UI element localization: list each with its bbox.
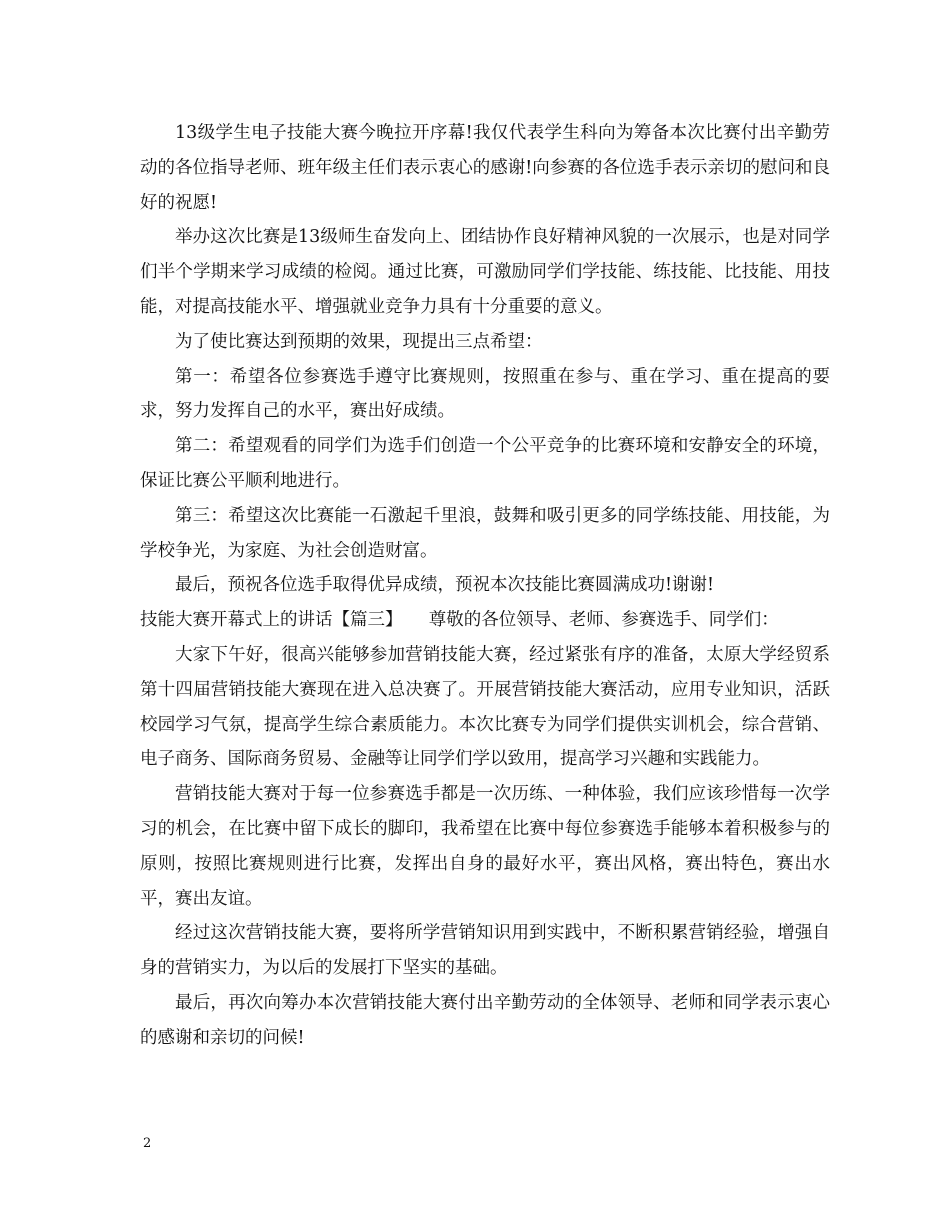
paragraph-purpose: 举办这次比赛是13级师生奋发向上、团结协作良好精神风貌的一次展示，也是对同学们半个学期来学习成绩的检阅。通过比赛，可激励同学们学技能、练技能、比技能、用技能，对提高技能水平、增强就业竞争力具有十分重要的意义。 bbox=[140, 227, 830, 317]
paragraph-practice: 经过这次营销技能大赛，要将所学营销知识用到实践中，不断积累营销经验，增强自身的营销实力，为以后的发展打下坚实的基础。 bbox=[140, 923, 830, 979]
paragraph-closing-wishes: 最后，预祝各位选手取得优异成绩，预祝本次技能比赛圆满成功!谢谢! bbox=[175, 575, 715, 596]
paragraph-opening: 13级学生电子技能大赛今晚拉开序幕!我仅代表学生科向为筹备本次比赛付出辛勤劳动的各位指导老师、班年级主任们表示衷心的感谢!向参赛的各位选手表示亲切的慰问和良好的祝愿! bbox=[140, 123, 830, 213]
paragraph-experience: 营销技能大赛对于每一位参赛选手都是一次历练、一种体验，我们应该珍惜每一次学习的机会，在比赛中留下成长的脚印，我希望在比赛中每位参赛选手能够本着积极参与的原则，按照比赛规则进行比赛，发挥出自身的最好水平，赛出风格，赛出特色，赛出水平，赛出友谊。 bbox=[140, 784, 830, 909]
paragraph-hope-first: 第一：希望各位参赛选手遵守比赛规则，按照重在参与、重在学习、重在提高的要求，努力发挥自己的水平，赛出好成绩。 bbox=[140, 366, 830, 422]
paragraph-final-thanks: 最后，再次向筹办本次营销技能大赛付出辛勤劳动的全体领导、老师和同学表示衷心的感谢和亲切的问候! bbox=[140, 992, 830, 1048]
page-number: 2 bbox=[143, 1136, 152, 1151]
section-heading-line: 技能大赛开幕式上的讲话【篇三】 尊敬的各位领导、老师、参赛选手、同学们： bbox=[140, 610, 779, 631]
paragraph-greeting: 大家下午好，很高兴能够参加营销技能大赛，经过紧张有序的准备，太原大学经贸系第十四届营销技能大赛现在进入总决赛了。开展营销技能大赛活动，应用专业知识，活跃校园学习气氛，提高学生综合素质能力。本次比赛专为同学们提供实训机会，综合营销、电子商务、国际商务贸易、金融等让同学们学以致用，提高学习兴趣和实践能力。 bbox=[140, 644, 830, 770]
paragraph-hope-second: 第二：希望观看的同学们为选手们创造一个公平竞争的比赛环境和安静安全的环境，保证比赛公平顺利地进行。 bbox=[140, 436, 830, 491]
document-body bbox=[140, 116, 830, 1056]
paragraph-hope-third: 第三：希望这次比赛能一石激起千里浪，鼓舞和吸引更多的同学练技能、用技能，为学校争光，为家庭、为社会创造财富。 bbox=[140, 505, 830, 561]
paragraph-hopes-intro: 为了使比赛达到预期的效果，现提出三点希望： bbox=[175, 331, 543, 352]
